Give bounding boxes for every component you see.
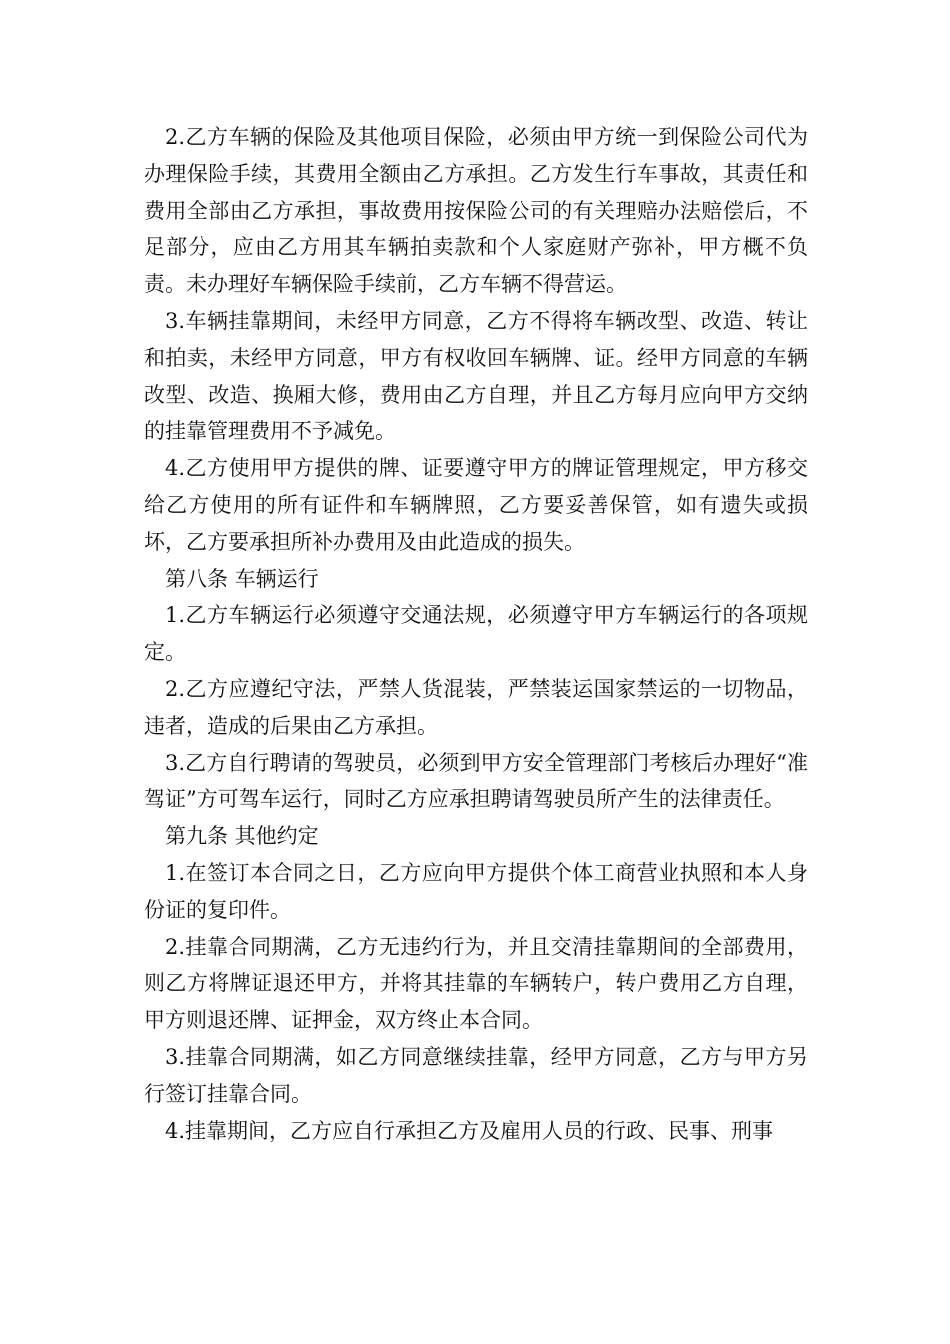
clause-8-3-paragraph: 3.乙方自行聘请的驾驶员，必须到甲方安全管理部门考核后办理好“准驾证”方可驾车运行，同时乙方应承担聘请驾驶员所产生的法律责任。 <box>144 750 808 812</box>
clause-9-4-paragraph: 4.挂靠期间，乙方应自行承担乙方及雇用人员的行政、民事、刑事 <box>165 1118 774 1143</box>
document-body <box>144 119 808 1149</box>
clause-8-1-paragraph: 1.乙方车辆运行必须遵守交通法规，必须遵守甲方车辆运行的各项规定。 <box>144 603 808 665</box>
clause-9-3-paragraph: 3.挂靠合同期满，如乙方同意继续挂靠，经甲方同意，乙方与甲方另行签订挂靠合同。 <box>144 1044 808 1106</box>
clause-8-2-paragraph: 2.乙方应遵纪守法，严禁人货混装，严禁装运国家禁运的一切物品，违者，造成的后果由乙方承担。 <box>144 676 808 738</box>
clause-7-4-paragraph: 4.乙方使用甲方提供的牌、证要遵守甲方的牌证管理规定，甲方移交给乙方使用的所有证件和车辆牌照，乙方要妥善保管，如有遗失或损坏，乙方要承担所补办费用及由此造成的损失。 <box>144 456 808 554</box>
clause-9-2-paragraph: 2.挂靠合同期满，乙方无违约行为，并且交清挂靠期间的全部费用，则乙方将牌证退还甲方，并将其挂靠的车辆转户，转户费用乙方自理，甲方则退还牌、证押金，双方终止本合同。 <box>144 934 808 1033</box>
clause-7-3-paragraph: 3.车辆挂靠期间，未经甲方同意，乙方不得将车辆改型、改造、转让和拍卖，未经甲方同意，甲方有权收回车辆牌、证。经甲方同意的车辆改型、改造、换厢大修，费用由乙方自理，并且乙方每月应向甲方交纳的挂靠管理费用不予减免。 <box>144 308 808 444</box>
clause-7-2-paragraph: 2.乙方车辆的保险及其他项目保险，必须由甲方统一到保险公司代为办理保险手续，其费用全额由乙方承担。乙方发生行车事故，其责任和费用全部由乙方承担，事故费用按保险公司的有关理赔办法赔偿后，不足部分，应由乙方用其车辆拍卖款和个人家庭财产弥补，甲方概不负责。未办理好车辆保险手续前，乙方车辆不得营运。 <box>144 125 808 297</box>
article-9-heading: 第九条 其他约定 <box>165 824 319 849</box>
article-8-heading: 第八条 车辆运行 <box>165 566 319 591</box>
clause-9-1-paragraph: 1.在签订本合同之日，乙方应向甲方提供个体工商营业执照和本人身份证的复印件。 <box>144 860 808 922</box>
